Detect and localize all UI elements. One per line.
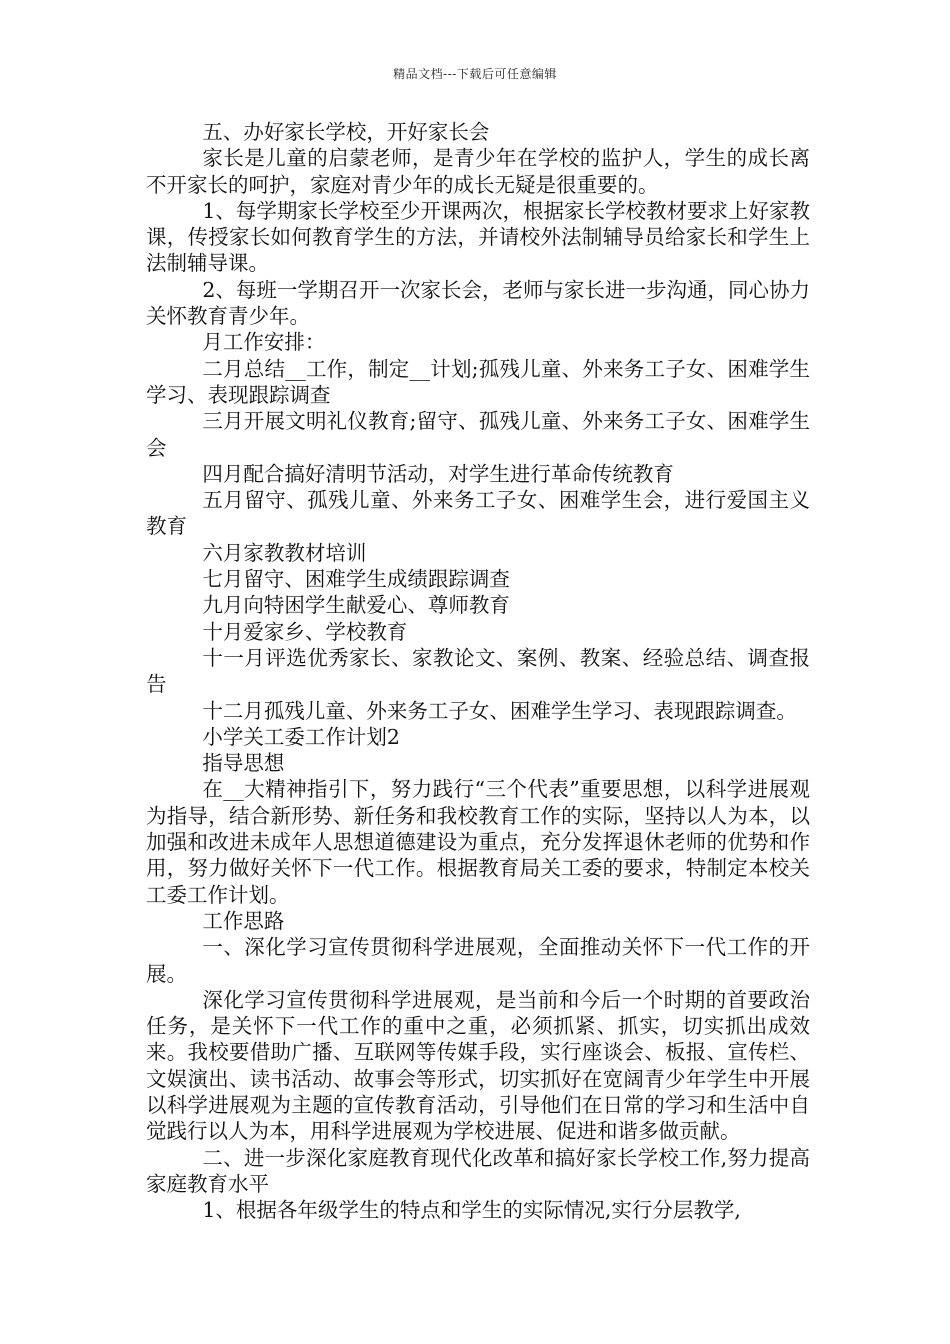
schedule-june: 六月家教教材培训 [202, 540, 367, 565]
list-item-parent-school-classes: 1、每学期家长学校至少开课两次，根据家长学校教材要求上好家教课，传授家长如何教育学生的方法，并请校外法制辅导员给家长和学生上法制辅导课。 [146, 198, 810, 276]
schedule-december: 十二月孤残儿童、外来务工子女、困难学生学习、表现跟踪调查。 [202, 698, 797, 723]
document-title-plan-2: 小学关工委工作计划2 [202, 724, 400, 749]
schedule-march: 三月开展文明礼仪教育;留守、孤残儿童、外来务工子女、困难学生会 [146, 409, 810, 460]
schedule-july: 七月留守、困难学生成绩跟踪调查 [202, 567, 510, 592]
subheading-two: 二、进一步深化家庭教育现代化改革和搞好家长学校工作,努力提高家庭教育水平 [146, 1145, 810, 1196]
paragraph-guiding-ideology: 在__大精神指引下，努力践行“三个代表”重要思想，以科学进展观为指导，结合新形势、新任务和我校教育工作的实际，坚持以人为本，以加强和改进未成年人思想道德建设为重点，充分发挥退休老师的优势和作用，努力做好关怀下一代工作。根据教育局关工委的要求，特制定本校关工委工作计划。 [146, 777, 810, 907]
monthly-schedule-heading: 月工作安排： [202, 330, 326, 355]
schedule-october: 十月爱家乡、学校教育 [202, 619, 408, 644]
list-item-parent-meetings: 2、每班一学期召开一次家长会，老师与家长进一步沟通，同心协力关怀教育青少年。 [146, 277, 810, 329]
page-header-watermark: 精品文档---下载后可任意编辑 [393, 67, 557, 81]
schedule-april: 四月配合搞好清明节活动，对学生进行革命传统教育 [202, 461, 674, 486]
schedule-february: 二月总结__工作，制定__计划;孤残儿童、外来务工子女、困难学生学习、表现跟踪调查 [146, 356, 810, 407]
schedule-november: 十一月评选优秀家长、家教论文、案例、教案、经验总结、调查报告 [146, 645, 810, 697]
schedule-september: 九月向特困学生献爱心、尊师教育 [202, 593, 510, 618]
document-body [146, 119, 810, 1223]
list-item-tiered-teaching: 1、根据各年级学生的特点和学生的实际情况,实行分层教学, [202, 1198, 741, 1223]
section-heading-guiding-ideology: 指导思想 [202, 751, 285, 776]
schedule-may: 五月留守、孤残儿童、外来务工子女、困难学生会，进行爱国主义教育 [146, 488, 810, 539]
paragraph-study-promotion: 深化学习宣传贯彻科学进展观，是当前和今后一个时期的首要政治任务，是关怀下一代工作的重中之重，必须抓紧、抓实，切实抓出成效来。我校要借助广播、互联网等传媒手段，实行座谈会、板报、宣传栏、文娱演出、读书活动、故事会等形式，切实抓好在宽阔青少年学生中开展以科学进展观为主题的宣传教育活动，引导他们在日常的学习和生活中自觉践行以人为本，用科学进展观为学校进展、促进和谐多做贡献。 [146, 987, 810, 1144]
section-heading-work-approach: 工作思路 [202, 908, 285, 933]
subheading-one: 一、深化学习宣传贯彻科学进展观，全面推动关怀下一代工作的开展。 [146, 935, 810, 986]
paragraph-parents-role: 家长是儿童的启蒙老师，是青少年在学校的监护人，学生的成长离不开家长的呵护，家庭对青少年的成长无疑是很重要的。 [146, 146, 810, 197]
section-heading-parent-school: 五、办好家长学校，开好家长会 [202, 120, 490, 144]
